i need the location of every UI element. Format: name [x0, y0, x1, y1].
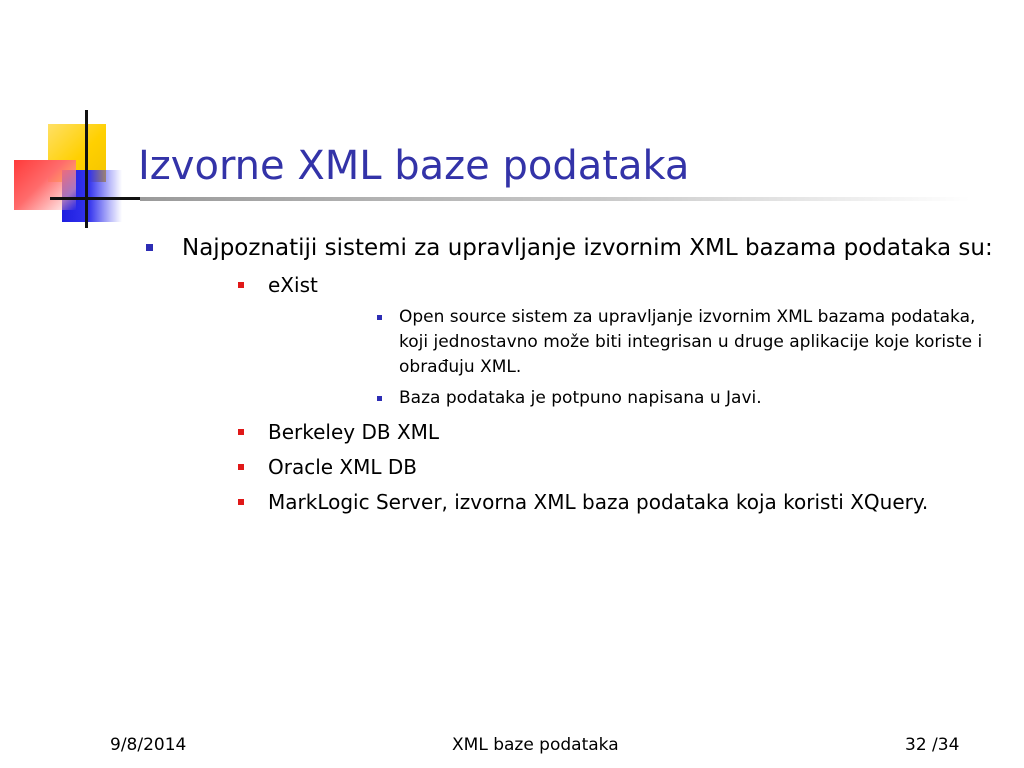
sub-sub-bullet-item — [268, 386, 1010, 411]
title-underline — [140, 197, 970, 201]
sub-sub-bullet-text: Baza podataka je potpuno napisana u Javi. — [399, 388, 762, 408]
sub-bullet-item — [182, 271, 1010, 411]
square-bullet-icon — [377, 396, 382, 401]
sub-bullet-item — [182, 453, 1010, 481]
square-bullet-icon — [238, 499, 244, 505]
footer-page-number: 32 /34 — [905, 735, 960, 755]
bullet-list — [140, 232, 1010, 516]
red-square-decoration — [14, 160, 76, 210]
square-bullet-icon — [238, 429, 244, 435]
square-bullet-icon — [238, 282, 244, 288]
sub-sub-bullet-list — [268, 305, 1010, 411]
square-bullet-icon — [146, 244, 153, 251]
footer-date: 9/8/2014 — [110, 735, 187, 755]
square-bullet-icon — [238, 464, 244, 470]
square-bullet-icon — [377, 315, 382, 320]
sub-bullet-text: eXist — [268, 273, 318, 297]
footer-title: XML baze podataka — [452, 735, 619, 755]
sub-bullet-list — [182, 271, 1010, 516]
sub-bullet-item — [182, 488, 1010, 516]
sub-bullet-text: Oracle XML DB — [268, 455, 418, 479]
bullet-text: Najpoznatiji sistemi za upravljanje izvornim XML bazama podataka su: — [182, 235, 993, 261]
slide-content — [140, 232, 1010, 519]
sub-sub-bullet-item — [268, 305, 1010, 380]
horizontal-line-decoration — [50, 197, 142, 200]
sub-bullet-text: Berkeley DB XML — [268, 420, 440, 444]
sub-bullet-item — [182, 418, 1010, 446]
slide-title: Izvorne XML baze podataka — [138, 143, 690, 189]
bullet-item — [140, 232, 1010, 516]
vertical-line-decoration — [85, 110, 88, 228]
sub-bullet-text: MarkLogic Server, izvorna XML baza podataka koja koristi XQuery. — [268, 490, 929, 514]
sub-sub-bullet-text: Open source sistem za upravljanje izvornim XML bazama podataka, koji jednostavno može biti integrisan u druge aplikacije koje koriste i obrađuju XML. — [399, 307, 983, 377]
